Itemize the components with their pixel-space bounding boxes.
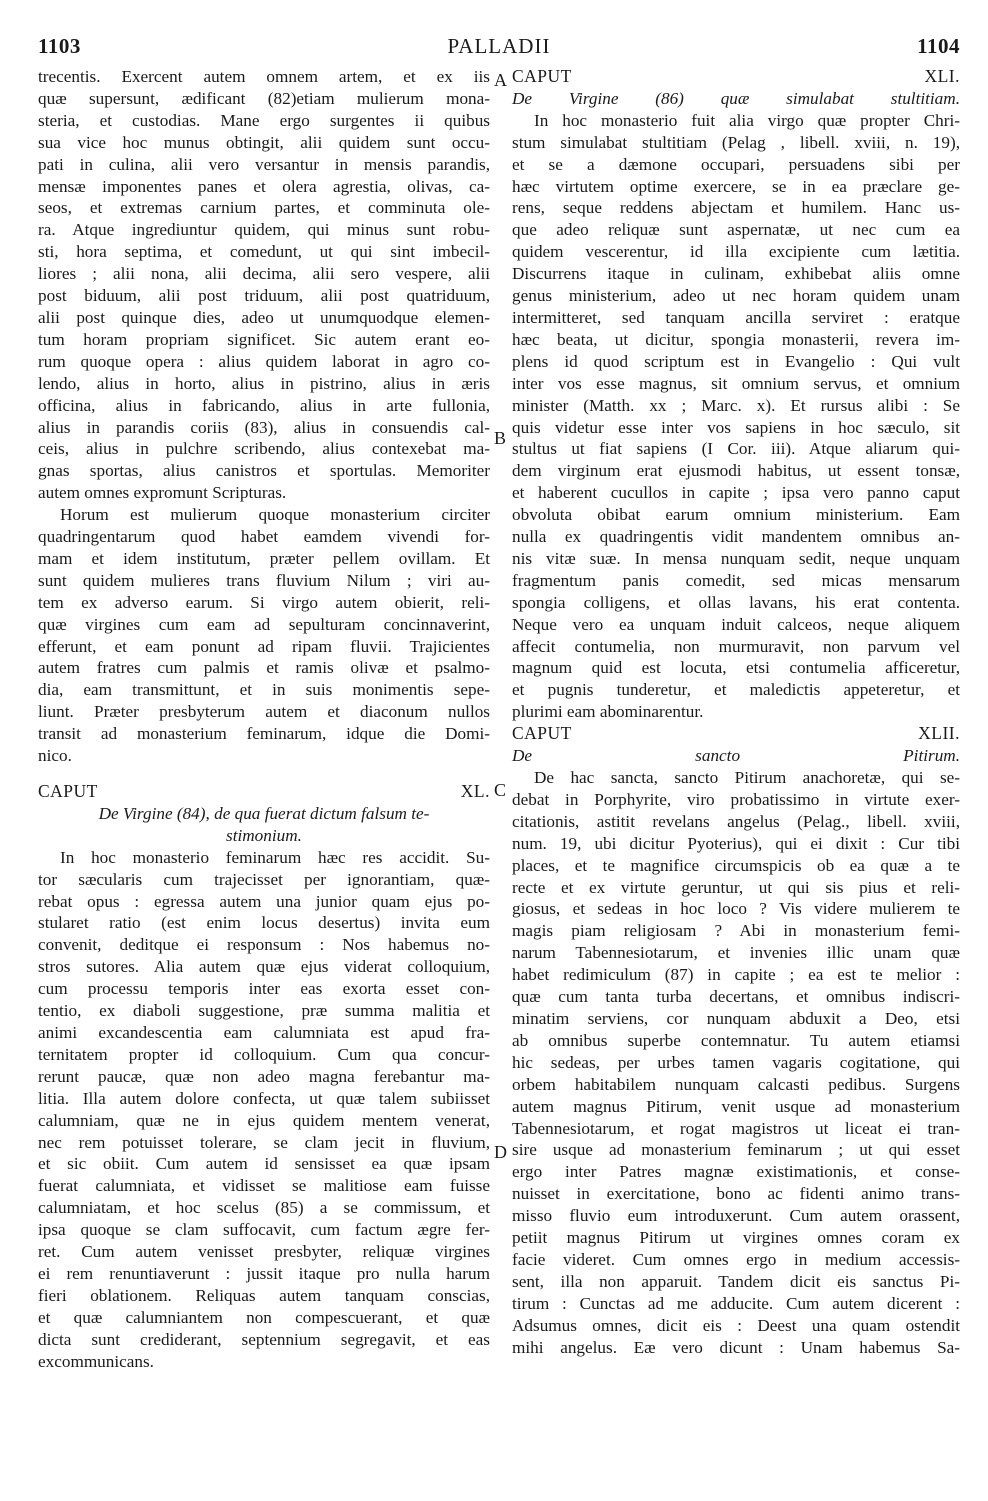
text-line: tirum : Cunctas ad me adducite. Cum autem dicerent : [512, 1293, 960, 1313]
paragraph-monastery-crafts [38, 66, 490, 504]
text-line: litia. Illa autem dolore confecta, ut quæ talem subiisset [38, 1088, 490, 1108]
text-line: officina, alius in fabricando, alius in arte fullonia, [38, 395, 490, 415]
text-line: et quæ calumniantem non compescuerant, et quæ [38, 1307, 490, 1327]
text-line: stros sutores. Alia autem quæ ejus viderat colloquium, [38, 957, 490, 977]
text-line: Adsumus omnes, dicit eis : Deest una quam ostendit [512, 1315, 960, 1335]
text-line: hæc virtutem optime exercere, se in ea præclare ge- [512, 176, 960, 196]
text-line: calumniatam, et hoc scelus (85) a se commissum, et [38, 1198, 490, 1218]
text-line: stimonium. [226, 825, 302, 845]
text-line: quæ supersunt, ædificant (82)etiam mulierum mona- [38, 88, 490, 108]
text-line: et se a dæmone occupari, persuadens sibi per [512, 154, 960, 174]
text-line: sire usque ad monasterium feminarum ; ut qui esset [512, 1140, 960, 1160]
text-line: stultus ut fiat sapiens (I Cor. iii). Atque aliarum qui- [512, 439, 960, 459]
text-line: animi excandescentia eam calumniata est apud fra- [38, 1022, 490, 1042]
text-line: num. 19, ubi dicitur Pyoterius), qui ei dixit : Cur tibi [512, 833, 960, 853]
text-line: sent, illa non apparuit. Tandem dicit eis sanctus Pi- [512, 1271, 960, 1291]
text-line: cum processu temporis inter eas exorta esset con- [38, 979, 490, 999]
text-line: tum horam propriam significet. Sic autem erant eo- [38, 329, 490, 349]
text-line: nuisset in exercitatione, bono ac fidenti animo trans- [512, 1184, 960, 1204]
text-line: quæ virgines cum eam ad sepulturam concinnaverint, [38, 614, 490, 634]
text-line: fieri oblationem. Reliquas autem tanquam conscias, [38, 1285, 490, 1305]
text-line: nis vitæ suæ. In mensa nunquam sedit, neque unquam [512, 548, 960, 568]
text-line: dem virginum erat ejusmodi habitus, ut essent tonsæ, [512, 461, 960, 481]
text-line: plurimi eam abominarentur. [512, 702, 704, 722]
text-line: magnum quid est locuta, etsi contumelia afficeretur, [512, 658, 960, 678]
text-line: calumniam, quæ ne in ejus quidem mentem venerat, [38, 1110, 490, 1130]
chapter-42-subtitle: De sancto Pitirum. [512, 746, 960, 766]
text-line: De Virgine (84), de qua fuerat dictum falsum te- [98, 803, 430, 823]
chapter-40-body [38, 847, 490, 1373]
text-line: tem ex adverso earum. Si virgo autem obierit, reli- [38, 592, 490, 612]
text-line: rens, seque reddens abjectam et humilem. Hanc us- [512, 198, 960, 218]
left-column [38, 66, 490, 1372]
text-line: et sic obiit. Cum autem id sensisset ea quæ ipsam [38, 1154, 490, 1174]
text-line: quæ cum tanta turba decertans, et omnibus indiscri- [512, 987, 960, 1007]
text-line: inter vos esse magnus, sit omnium servus, et omnium [512, 373, 960, 393]
chapter-41-subtitle: De Virgine (86) quæ simulabat stultitiam. [512, 88, 960, 108]
text-line: sti, hora septima, et comedunt, ut qui sint imbecil- [38, 242, 490, 262]
chapter-42-body [512, 767, 960, 1358]
text-line: convenit, deditque ei responsum : Nos habemus no- [38, 935, 490, 955]
text-line: seos, et extremas carnium partes, et comminuta ole- [38, 198, 490, 218]
text-line: ergo inter Patres magnæ existimationis, et conse- [512, 1162, 960, 1182]
text-line: quis videtur esse inter vos sapiens in hoc sæculo, sit [512, 417, 960, 437]
chapter-40-title: CAPUT XL. [38, 781, 490, 801]
text-line: recte et ex virtute geruntur, ut qui sis pius et reli- [512, 877, 960, 897]
text-line: autem magnus Pitirum, venit usque ad monasterium [512, 1096, 960, 1116]
text-line: minister (Matth. xx ; Marc. x). Et rursus alibi : Se [512, 395, 960, 415]
text-line: minatim serviens, cor nunquam abduxit a Deo, etsi [512, 1008, 960, 1028]
text-line: ei rem renuntiaverunt : jussit itaque pro nulla harum [38, 1263, 490, 1283]
left-page-number: 1103 [38, 34, 81, 58]
text-line: dicta sunt crediderant, septennium segregavit, et eas [38, 1329, 490, 1349]
text-line: debat in Porphyrite, viro probatissimo in virtute exer- [512, 789, 960, 809]
text-line: De hac sancta, sancto Pitirum anachoretæ, qui se- [534, 768, 960, 787]
text-line: hic sedeas, per urbes tamen vagaris cogitatione, qui [512, 1052, 960, 1072]
chapter-40-subtitle [38, 803, 490, 847]
text-line: facie videret. Cum omnes ergo in medium accessis- [512, 1249, 960, 1269]
text-line: rerunt paucæ, quæ non adeo magna ferebantur ma- [38, 1066, 490, 1086]
text-line: quidem vescerentur, id illa excipiente cum lætitia. [512, 242, 960, 262]
text-line: ipsa quoque se clam suffocavit, cum factum ægre fer- [38, 1220, 490, 1240]
text-line: mensæ imponentes panes et olera agrestia, olivas, ca- [38, 176, 490, 196]
text-line: stum simulabat stultitiam (Pelag , libell. xviii, n. 19), [512, 132, 960, 152]
margin-letter-d: D [494, 1142, 507, 1162]
right-page-number: 1104 [917, 34, 960, 58]
text-line: places, et te magnifice circumspicis ob ea quæ a te [512, 855, 960, 875]
text-line: genus ministerium, adeo ut nec horam quidem unam [512, 286, 960, 306]
text-line: ceis, alius in pulchre scribendo, alius contexebat ma- [38, 439, 490, 459]
text-line: In hoc monasterio fuit alia virgo quæ propter Chri- [534, 110, 960, 130]
text-line: ra. Atque ingrediuntur quidem, qui minus sunt robu- [38, 220, 490, 240]
text-line: nec rem potuisset tolerare, se clam jecit in fluvium, [38, 1132, 490, 1152]
text-line: tentio, ex diaboli suggestione, præ summa malitia et [38, 1001, 490, 1021]
text-line: petiit magnus Pitirum ut virgines omnes coram ex [512, 1228, 960, 1248]
text-line: excommunicans. [38, 1351, 154, 1371]
text-line: et pugnis tunderetur, et maledictis appeteretur, et [512, 680, 960, 700]
text-line: intermitteret, sed tanquam ancilla serviret : eratque [512, 307, 960, 327]
text-line: alius in parandis coriis (83), alius in consuendis cal- [38, 417, 490, 437]
text-line: misso fluvio eum introduxerunt. Cum autem orassent, [512, 1206, 960, 1226]
text-line: nulla ex quadringentis vidit mandentem omnibus an- [512, 527, 960, 547]
text-line: nico. [38, 746, 72, 766]
text-line: Horum est mulierum quoque monasterium circiter [60, 505, 490, 525]
text-line: narum Tabennesiotarum, et invenies illic unam quæ [512, 943, 960, 963]
text-line: Tabennesiotarum, et rogat magistros ut liceat ei tran- [512, 1118, 960, 1138]
text-line: stularet ratio (est enim locus desertus) invita eum [38, 913, 490, 933]
text-line: fuerat calumniata, et vidisset se malitiose eam fuisse [38, 1176, 490, 1196]
margin-letter-b: B [494, 428, 507, 448]
chapter-41-body [512, 110, 960, 723]
text-line: plens id quod scriptum est in Evangelio : Qui vult [512, 351, 960, 371]
text-line: sunt quidem mulieres trans fluvium Nilum ; viri au- [38, 570, 490, 590]
text-line: hæc beata, ut dicitur, spongia monasterii, revera im- [512, 329, 960, 349]
text-line: fragmentum panis comedit, sed micas mensarum [512, 570, 960, 590]
text-line: obvoluta obibat earum omnium ministerium. Eam [512, 505, 960, 525]
running-title: PALLADII [447, 34, 551, 58]
text-line: citationis, astitit revelans angelus (Pelag., libell. xviii, [512, 811, 960, 831]
text-line: magis piam religiosam ? Abi in monasterium femi- [512, 921, 960, 941]
text-line: tor sæcularis cum trajecisset per ignorantiam, quæ- [38, 869, 490, 889]
text-line: giosus, et sedeas in hoc loco ? Vis videre mulierem te [512, 899, 960, 919]
text-line: post biduum, alii post triduum, alii post quatriduum, [38, 286, 490, 306]
text-line: In hoc monasterio feminarum hæc res accidit. Su- [60, 847, 490, 867]
text-line: alii post quinque dies, adeo ut unumquodque elemen- [38, 307, 490, 327]
paragraph-women-monastery [38, 504, 490, 767]
margin-letter-c: C [494, 780, 507, 800]
page-header [38, 34, 960, 60]
text-line: gnas sportas, alius canistros et sportulas. Memoriter [38, 461, 490, 481]
text-line: ret. Cum autem venisset presbyter, reliquæ virgines [38, 1242, 490, 1262]
text-line: efferunt, et eam ponunt ad ripam fluvii. Trajicientes [38, 636, 490, 656]
text-line: habet redimiculum (87) in capite ; ea est te melior : [512, 965, 960, 985]
text-line: affecit contumelia, non murmuravit, non parvum vel [512, 636, 960, 656]
text-line: steria, et custodias. Mane ergo surgentes ii quibus [38, 110, 490, 130]
text-line: mihi angelus. Eæ vero dicunt : Unam habemus Sa- [512, 1337, 960, 1357]
text-line: dia, eam transmittunt, et in suis monimentis sepe- [38, 680, 490, 700]
text-line: que adeo reliquæ sunt aspernatæ, ut nec cum ea [512, 220, 960, 240]
text-line: et haberent cucullos in capite ; ipsa vero panno caput [512, 483, 960, 503]
text-line: quadringentarum quod habet eamdem vivendi for- [38, 527, 490, 547]
text-line: mam et idem institutum, præter pellem ovillam. Et [38, 548, 490, 568]
text-line: Discurrens itaque in culinam, exhibebat aliis omne [512, 264, 960, 284]
chapter-41-title: CAPUT XLI. [512, 66, 960, 86]
text-line: liunt. Præter presbyterum autem et diaconum nullos [38, 702, 490, 722]
text-line: autem omnes expromunt Scripturas. [38, 483, 287, 503]
text-line: ternitatem propter id colloquium. Cum qua concur- [38, 1044, 490, 1064]
margin-letter-a: A [494, 70, 507, 90]
text-line: Neque vero ea unquam induit calceos, neque aliquem [512, 614, 960, 634]
text-line: spongia colligens, et ollas lavans, his erat contenta. [512, 592, 960, 612]
text-line: transit ad monasterium feminarum, idque die Domi- [38, 724, 490, 744]
chapter-42-title: CAPUT XLII. [512, 723, 960, 744]
right-column [512, 66, 960, 1358]
text-line: orbem habitabilem nunquam calcasti pedibus. Surgens [512, 1074, 960, 1094]
text-line: trecentis. Exercent autem omnem artem, et ex iis [38, 67, 490, 86]
text-line: autem fratres cum palmis et ramis olivæ et psalmo- [38, 658, 490, 678]
text-line: ab omnibus superbe contemnatur. Tu autem etiamsi [512, 1030, 960, 1050]
text-line: pati in culina, alii vero versantur in mensis parandis, [38, 154, 490, 174]
text-line: liores ; alii nona, alii decima, alii sero vespere, alii [38, 264, 490, 284]
text-line: rum quoque opera : alius quidem laborat in agro co- [38, 351, 490, 371]
text-line: lendo, alius in horto, alius in pistrino, alius in æris [38, 373, 490, 393]
text-line: rebat opus : egressa autem una junior quam ejus po- [38, 891, 490, 911]
text-line: sua vice hoc munus obtingit, alii quidem sunt occu- [38, 132, 490, 152]
